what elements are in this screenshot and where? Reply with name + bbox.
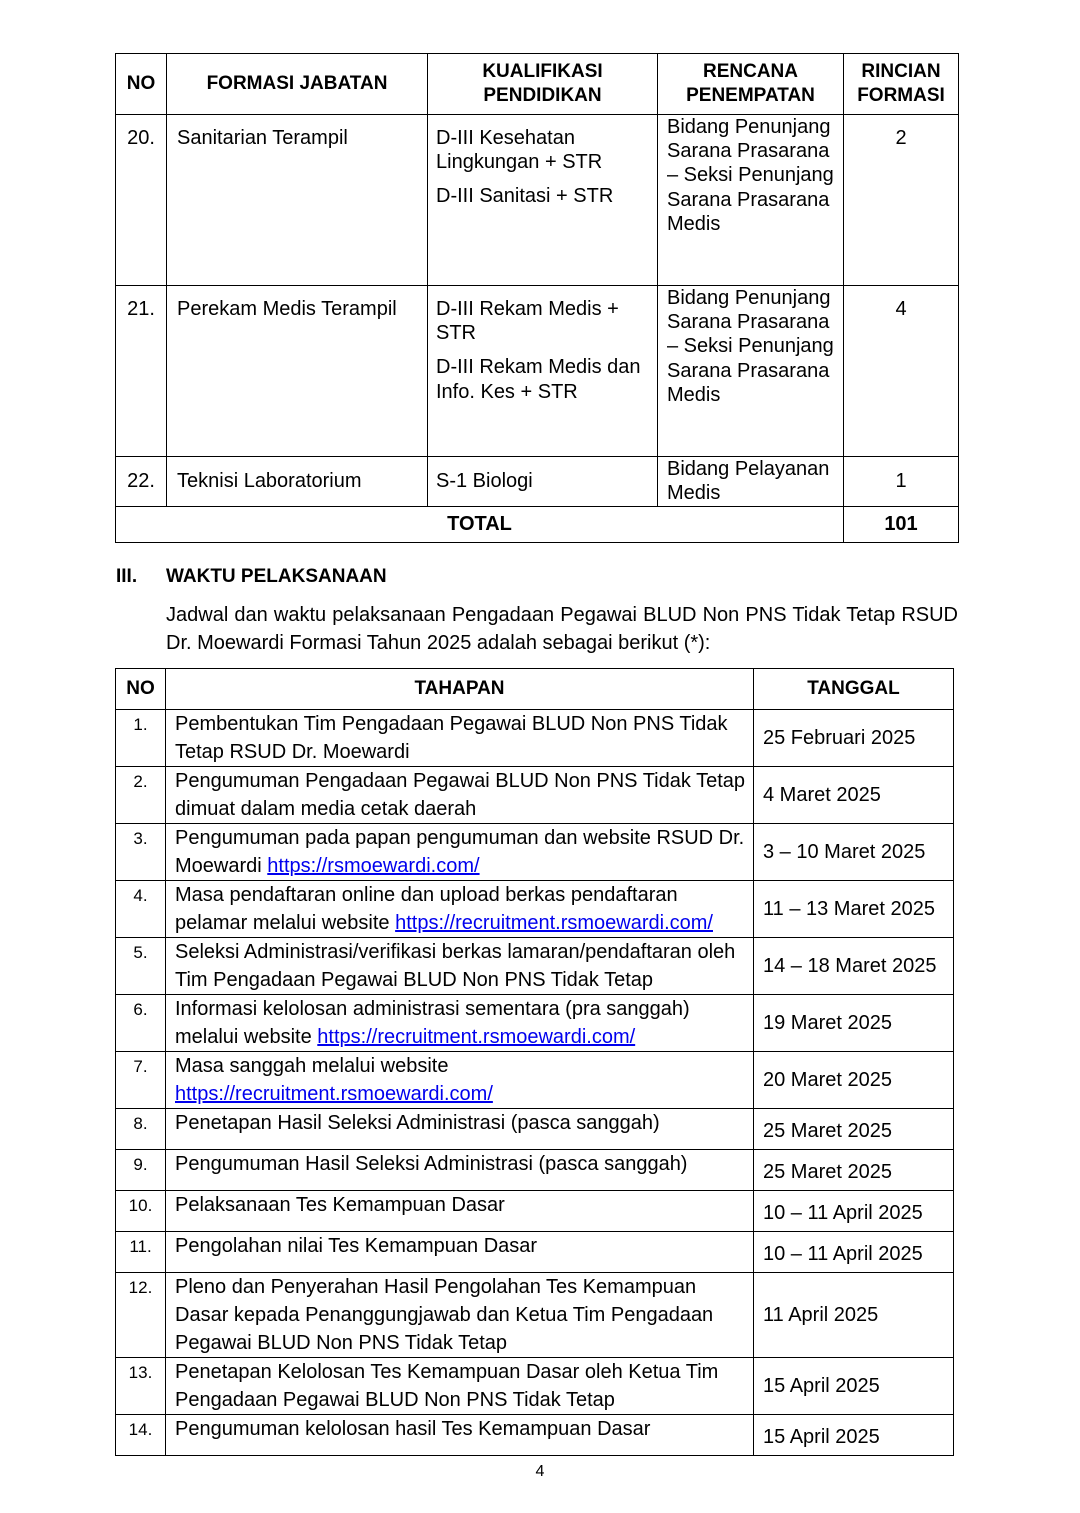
row-no: 10. xyxy=(116,1191,166,1232)
table-row xyxy=(116,710,954,767)
kualifikasi-item: D-III Rekam Medis + STR xyxy=(436,298,619,345)
tahapan-text: Informasi kelolosan administrasi sementara (pra sanggah) melalui website xyxy=(175,998,690,1048)
row-tanggal: 11 April 2025 xyxy=(754,1273,954,1358)
tahapan-text: Masa sanggah melalui website xyxy=(175,1055,449,1077)
section-paragraph: Jadwal dan waktu pelaksanaan Pengadaan Pegawai BLUD Non PNS Tidak Tetap RSUD Dr. Moewardi Formasi Tahun 2025 adalah sebagai berikut (*): xyxy=(166,604,958,654)
row-kualifikasi xyxy=(428,115,658,286)
row-jabatan: Perekam Medis Terampil xyxy=(167,286,428,457)
row-no: 3. xyxy=(116,824,166,881)
row-tanggal: 10 – 11 April 2025 xyxy=(754,1232,954,1273)
table-row xyxy=(116,1109,954,1150)
row-tanggal: 10 – 11 April 2025 xyxy=(754,1191,954,1232)
row-tahapan xyxy=(166,995,754,1052)
kualifikasi-item: D-III Kesehatan Lingkungan + STR xyxy=(436,127,603,174)
recruitment-link[interactable]: https://recruitment.rsmoewardi.com/ xyxy=(395,912,713,934)
formasi-table xyxy=(115,53,959,543)
recruitment-link[interactable]: https://recruitment.rsmoewardi.com/ xyxy=(175,1083,493,1105)
row-tahapan: Penetapan Kelolosan Tes Kemampuan Dasar oleh Ketua Tim Pengadaan Pegawai BLUD Non PNS Tidak Tetap xyxy=(166,1358,754,1415)
kualifikasi-item: D-III Sanitasi + STR xyxy=(436,185,614,208)
row-tahapan: Pleno dan Penyerahan Hasil Pengolahan Tes Kemampuan Dasar kepada Penanggungjawab dan Ketua Tim Pengadaan Pegawai BLUD Non PNS Tidak Tetap xyxy=(166,1273,754,1358)
row-tanggal: 25 Maret 2025 xyxy=(754,1109,954,1150)
header-kualifikasi: KUALIFIKASI PENDIDIKAN xyxy=(428,54,658,115)
row-tahapan xyxy=(166,824,754,881)
row-tahapan: Pengumuman Pengadaan Pegawai BLUD Non PNS Tidak Tetap dimuat dalam media cetak daerah xyxy=(166,767,754,824)
header-rincian: RINCIAN FORMASI xyxy=(844,54,959,115)
row-no: 5. xyxy=(116,938,166,995)
table-row xyxy=(116,1232,954,1273)
header-tanggal: TANGGAL xyxy=(754,669,954,710)
section-number: III. xyxy=(116,566,138,587)
table-row xyxy=(116,938,954,995)
table-row xyxy=(116,1052,954,1109)
table-row xyxy=(116,457,959,507)
table-row xyxy=(116,1415,954,1456)
row-tanggal: 25 Februari 2025 xyxy=(754,710,954,767)
row-tahapan: Pengumuman kelolosan hasil Tes Kemampuan Dasar xyxy=(166,1415,754,1456)
row-tahapan: Pembentukan Tim Pengadaan Pegawai BLUD Non PNS Tidak Tetap RSUD Dr. Moewardi xyxy=(166,710,754,767)
jadwal-table xyxy=(115,668,954,1456)
tahapan-text: Masa pendaftaran online dan upload berkas pendaftaran pelamar melalui website xyxy=(175,884,678,934)
website-link[interactable]: https://rsmoewardi.com/ xyxy=(267,855,480,877)
row-jabatan: Sanitarian Terampil xyxy=(167,115,428,286)
header-no: NO xyxy=(116,669,166,710)
row-tahapan: Penetapan Hasil Seleksi Administrasi (pasca sanggah) xyxy=(166,1109,754,1150)
kualifikasi-item: S-1 Biologi xyxy=(436,470,533,493)
total-value: 101 xyxy=(844,507,959,543)
row-penempatan: Bidang Pelayanan Medis xyxy=(658,457,844,507)
table-row xyxy=(116,881,954,938)
row-tanggal: 4 Maret 2025 xyxy=(754,767,954,824)
row-no: 14. xyxy=(116,1415,166,1456)
row-no: 6. xyxy=(116,995,166,1052)
table-row xyxy=(116,286,959,457)
table-row xyxy=(116,824,954,881)
row-rincian: 1 xyxy=(844,457,959,507)
row-tahapan: Pengumuman Hasil Seleksi Administrasi (pasca sanggah) xyxy=(166,1150,754,1191)
table-row xyxy=(116,1150,954,1191)
section-title: WAKTU PELAKSANAAN xyxy=(166,566,387,587)
row-tanggal: 19 Maret 2025 xyxy=(754,995,954,1052)
recruitment-link[interactable]: https://recruitment.rsmoewardi.com/ xyxy=(317,1026,636,1048)
total-label: TOTAL xyxy=(116,507,844,543)
row-jabatan: Teknisi Laboratorium xyxy=(167,457,428,507)
total-row xyxy=(116,507,959,543)
header-penempatan: RENCANA PENEMPATAN xyxy=(658,54,844,115)
kualifikasi-item: D-III Rekam Medis dan Info. Kes + STR xyxy=(436,356,641,403)
row-no: 7. xyxy=(116,1052,166,1109)
table-row xyxy=(116,767,954,824)
header-formasi-jabatan: FORMASI JABATAN xyxy=(167,54,428,115)
row-no: 12. xyxy=(116,1273,166,1358)
row-tanggal: 20 Maret 2025 xyxy=(754,1052,954,1109)
header-tahapan: TAHAPAN xyxy=(166,669,754,710)
row-no: 11. xyxy=(116,1232,166,1273)
row-kualifikasi xyxy=(428,286,658,457)
row-no: 9. xyxy=(116,1150,166,1191)
row-tahapan: Pengolahan nilai Tes Kemampuan Dasar xyxy=(166,1232,754,1273)
row-tanggal: 11 – 13 Maret 2025 xyxy=(754,881,954,938)
row-tanggal: 3 – 10 Maret 2025 xyxy=(754,824,954,881)
row-no: 2. xyxy=(116,767,166,824)
table-row xyxy=(116,1358,954,1415)
page-number: 4 xyxy=(535,1463,545,1480)
row-no: 21. xyxy=(116,286,167,457)
row-no: 20. xyxy=(116,115,167,286)
row-penempatan: Bidang Penunjang Sarana Prasarana – Seksi Penunjang Sarana Prasarana Medis xyxy=(658,115,844,286)
header-no: NO xyxy=(116,54,167,115)
row-rincian: 4 xyxy=(844,286,959,457)
row-no: 22. xyxy=(116,457,167,507)
table-row xyxy=(116,995,954,1052)
row-rincian: 2 xyxy=(844,115,959,286)
formasi-header-row xyxy=(116,54,959,115)
jadwal-header-row xyxy=(116,669,954,710)
row-no: 8. xyxy=(116,1109,166,1150)
row-tahapan xyxy=(166,881,754,938)
row-tahapan: Pelaksanaan Tes Kemampuan Dasar xyxy=(166,1191,754,1232)
row-no: 4. xyxy=(116,881,166,938)
tahapan-text: Pengumuman pada papan pengumuman dan website RSUD Dr. Moewardi xyxy=(175,827,745,877)
row-tanggal: 14 – 18 Maret 2025 xyxy=(754,938,954,995)
row-tanggal: 15 April 2025 xyxy=(754,1415,954,1456)
row-penempatan: Bidang Penunjang Sarana Prasarana – Seksi Penunjang Sarana Prasarana Medis xyxy=(658,286,844,457)
row-tahapan xyxy=(166,1052,754,1109)
table-row xyxy=(116,115,959,286)
table-row xyxy=(116,1273,954,1358)
row-tahapan: Seleksi Administrasi/verifikasi berkas lamaran/pendaftaran oleh Tim Pengadaan Pegawai BLUD Non PNS Tidak Tetap xyxy=(166,938,754,995)
table-row xyxy=(116,1191,954,1232)
row-kualifikasi xyxy=(428,457,658,507)
row-tanggal: 25 Maret 2025 xyxy=(754,1150,954,1191)
row-no: 13. xyxy=(116,1358,166,1415)
row-tanggal: 15 April 2025 xyxy=(754,1358,954,1415)
row-no: 1. xyxy=(116,710,166,767)
